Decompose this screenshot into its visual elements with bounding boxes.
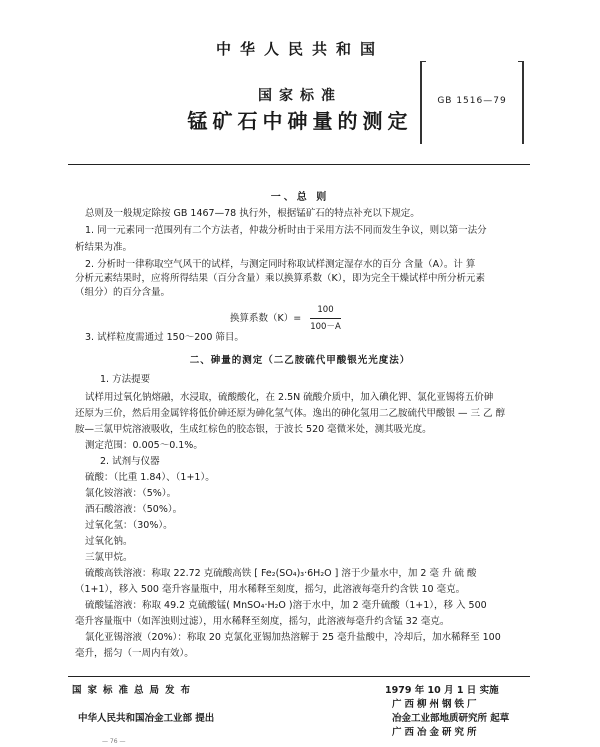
method-heading: 1. 方法提要 [100,374,151,385]
item3: 3. 试样粒度需通过 150～200 筛目。 [85,332,244,343]
standard-code: GB 1516—79 [437,96,507,106]
footer-divider [68,676,530,677]
reagent-chloroform: 三氯甲烷。 [85,552,133,563]
item2-line2: 分析元素结果时，应将所得结果（百分含量）乘以换算系数（K），即为完全干燥试样中所分析元素 [75,273,485,284]
reagent-manganese-sulfate-line1: 硫酸锰溶液：称取 49.2 克硫酸锰( MnSO₄·H₂O )溶于水中，加 2 毫升硫酸（1+1），移 入 500 [85,600,487,611]
document-title: 锰矿石中砷量的测定 [187,109,413,133]
measurement-range: 测定范围：0.005～0.1%。 [85,440,203,451]
header-divider [68,164,530,165]
item2-line3: （组分）的百分含量。 [75,287,171,298]
item1-line1: 1. 同一元素同一范围列有二个方法者，仲裁分析时由于采用方法不同而发生争议，则以第一法分 [85,225,487,236]
method-line2: 还原为三价，然后用金属锌将低价砷还原为砷化氢气体。逸出的砷化氢用二乙胺硫代甲酸银 — 三 乙 醇 [75,408,506,419]
proposer: 中华人民共和国冶金工业部 提出 [78,713,215,724]
reagent-tartaric-acid: 酒石酸溶液：（50%）。 [85,504,183,515]
formula-denominator: 100－A [310,322,341,332]
reagent-sodium-peroxide: 过氧化钠。 [85,536,133,547]
formula-label: 换算系数（K）= [230,313,302,324]
drafter-1: 广西柳州钢铁厂 [392,699,480,710]
reagents-heading: 2. 试剂与仪器 [100,456,160,467]
conversion-formula [230,302,341,335]
reagent-stannous-chloride-line1: 氯化亚锡溶液（20%）：称取 20 克氯化亚锡加热溶解于 25 毫升盐酸中，冷却后，加水稀释至 100 [85,632,501,643]
reagent-manganese-sulfate-line2: 毫升容量瓶中（如浑浊则过滤），用水稀释至刻度，摇匀，此溶液每毫升约含锰 32 毫克。 [75,616,450,627]
reagent-hydrogen-peroxide: 过氧化氢：（30%）。 [85,520,173,531]
page-mark: — 76 — [102,738,126,745]
section2-heading: 二、砷量的测定（二乙胺硫代甲酸银光光度法） [189,355,411,366]
section1-intro: 总则及一般规定除按 GB 1467—78 执行外，根据锰矿石的特点补充以下规定。 [85,208,420,219]
drafter-3: 广西冶金研究所 [392,727,480,738]
drafter-2: 冶金工业部地质研究所 起草 [392,713,510,724]
section1-heading: 一、总 则 [270,192,330,203]
standard-type: 国家标准 [258,88,342,104]
item1-line2: 析结果为准。 [75,242,133,253]
method-line1: 试样用过氧化钠熔融，水浸取，硫酸酸化，在 2.5N 硫酸介质中，加入碘化钾、氯化亚锡将五价砷 [85,392,494,403]
implementation-date: 1979 年 10 月 1 日 实施 [385,685,499,696]
issuer: 国家标准总局发布 [72,685,197,696]
reagent-ammonium-chloride: 氯化铵溶液：（5%）。 [85,488,177,499]
formula-numerator: 100 [310,302,341,319]
reagent-ferric-sulfate-line2: （1+1），移入 500 毫升容量瓶中，用水稀释至刻度，摇匀，此溶液每毫升约含铁 10 毫克。 [75,584,466,595]
reagent-sulfuric-acid: 硫酸：（比重 1.84）、（1+1）。 [85,472,215,483]
reagent-ferric-sulfate-line1: 硫酸高铁溶液：称取 22.72 克硫酸高铁 [ Fe₂(SO₄)₃·6H₂O ] 溶于少量水中，加 2 毫 升 硫 酸 [85,568,477,579]
country-name: 中华人民共和国 [215,40,384,58]
method-line3: 胺—三氯甲烷溶液吸收，生成红棕色的胶态银，于波长 520 毫微米处，测其吸光度。 [75,424,432,435]
item2-line1: 2. 分析时一律称取空气风干的试样，与测定同时称取试样测定湿存水的百分 含量（A）。计 算 [85,259,476,270]
formula-fraction [310,302,341,335]
reagent-stannous-chloride-line2: 毫升，摇匀（一周内有效）。 [75,648,194,659]
